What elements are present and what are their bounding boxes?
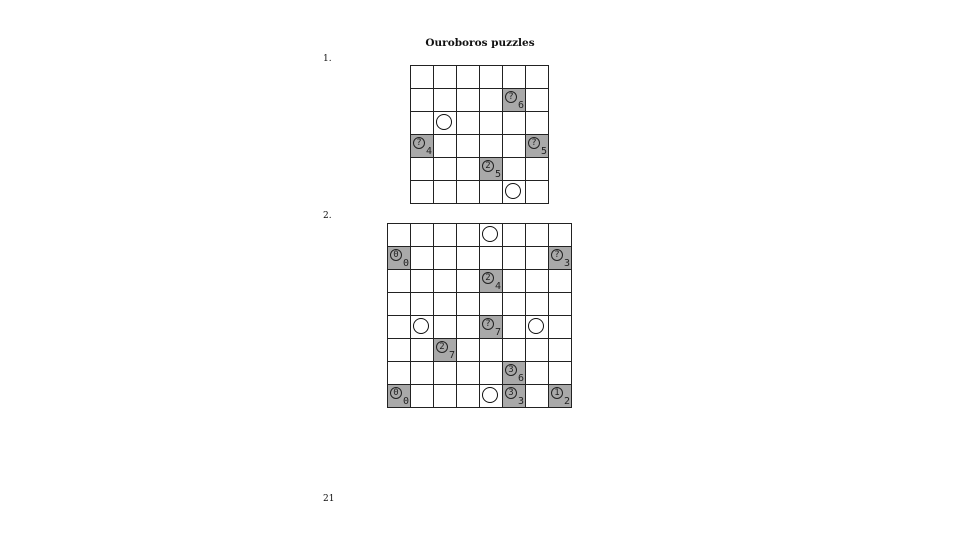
- clue-value: 4: [494, 281, 501, 292]
- clue-mark: ?: [528, 137, 540, 149]
- clue-value: 6: [517, 100, 524, 111]
- clue-mark: ?: [482, 318, 494, 330]
- clue-mark: 2: [482, 160, 494, 172]
- grid-cell[interactable]: [457, 224, 480, 247]
- grid-cell[interactable]: [457, 181, 480, 204]
- grid-cell[interactable]: [480, 339, 503, 362]
- grid-cell[interactable]: [411, 112, 434, 135]
- grid-row: [411, 66, 549, 89]
- grid-cell[interactable]: [526, 362, 549, 385]
- grid-cell[interactable]: [503, 112, 526, 135]
- grid-cell[interactable]: [457, 66, 480, 89]
- clue-value: 7: [448, 350, 455, 361]
- grid-row: [388, 385, 572, 408]
- grid-cell[interactable]: [411, 158, 434, 181]
- grid-cell[interactable]: [457, 270, 480, 293]
- grid-cell[interactable]: [411, 247, 434, 270]
- grid-cell[interactable]: [526, 339, 549, 362]
- grid-row: [388, 362, 572, 385]
- grid-cell[interactable]: [549, 270, 572, 293]
- clue-mark: 3: [505, 364, 517, 376]
- grid-row: [411, 181, 549, 204]
- clue-mark: 3: [505, 387, 517, 399]
- circle-marker: [528, 318, 544, 334]
- grid-cell[interactable]: [549, 224, 572, 247]
- clue-mark: 1: [551, 387, 563, 399]
- grid-cell[interactable]: [549, 339, 572, 362]
- grid-row: [388, 247, 572, 270]
- grid-cell[interactable]: [503, 224, 526, 247]
- clue-cell[interactable]: [503, 362, 526, 385]
- grid-cell[interactable]: [480, 135, 503, 158]
- grid-cell[interactable]: [480, 66, 503, 89]
- grid-row: [388, 316, 572, 339]
- grid-cell[interactable]: [411, 293, 434, 316]
- clue-value: 2: [563, 396, 570, 407]
- grid-cell[interactable]: [457, 135, 480, 158]
- grid-cell[interactable]: [434, 135, 457, 158]
- clue-cell[interactable]: [388, 247, 411, 270]
- clue-mark: 0: [390, 249, 402, 261]
- clue-mark: 2: [482, 272, 494, 284]
- grid-cell[interactable]: [388, 293, 411, 316]
- grid-cell[interactable]: [388, 316, 411, 339]
- clue-cell[interactable]: [388, 385, 411, 408]
- grid-cell[interactable]: [411, 339, 434, 362]
- grid-cell[interactable]: [480, 112, 503, 135]
- puzzle-2-grid: [387, 223, 572, 408]
- grid-cell[interactable]: [388, 339, 411, 362]
- grid-cell[interactable]: [503, 158, 526, 181]
- grid-cell[interactable]: [411, 270, 434, 293]
- grid-cell[interactable]: [457, 316, 480, 339]
- grid-cell[interactable]: [434, 293, 457, 316]
- circle-marker: [436, 114, 452, 130]
- grid-cell[interactable]: [526, 385, 549, 408]
- grid-cell[interactable]: [503, 135, 526, 158]
- grid-cell[interactable]: [411, 362, 434, 385]
- circle-marker: [505, 183, 521, 199]
- circle-marker: [482, 387, 498, 403]
- grid-cell[interactable]: [526, 316, 549, 339]
- grid-cell[interactable]: [480, 224, 503, 247]
- grid-cell[interactable]: [480, 247, 503, 270]
- grid-cell[interactable]: [457, 385, 480, 408]
- clue-value: 5: [494, 169, 501, 180]
- grid-cell[interactable]: [457, 293, 480, 316]
- clue-cell[interactable]: [480, 316, 503, 339]
- grid-cell[interactable]: [503, 270, 526, 293]
- clue-value: 3: [563, 258, 570, 269]
- grid-row: [388, 339, 572, 362]
- grid-cell[interactable]: [526, 158, 549, 181]
- clue-value: 3: [517, 396, 524, 407]
- grid-row: [411, 158, 549, 181]
- grid-cell[interactable]: [457, 158, 480, 181]
- clue-mark: 2: [436, 341, 448, 353]
- grid-cell[interactable]: [388, 362, 411, 385]
- clue-cell[interactable]: [549, 247, 572, 270]
- grid-cell[interactable]: [411, 224, 434, 247]
- clue-cell[interactable]: [503, 89, 526, 112]
- grid-cell[interactable]: [503, 66, 526, 89]
- puzzle-2-label: 2.: [323, 211, 332, 221]
- circle-marker: [482, 226, 498, 242]
- grid-cell[interactable]: [434, 181, 457, 204]
- grid-cell[interactable]: [526, 181, 549, 204]
- grid-cell[interactable]: [434, 270, 457, 293]
- grid-cell[interactable]: [526, 66, 549, 89]
- puzzle-1-label: 1.: [323, 54, 332, 64]
- page-title: Ouroboros puzzles: [425, 37, 535, 49]
- grid-row: [411, 135, 549, 158]
- clue-cell[interactable]: [503, 385, 526, 408]
- clue-mark: ?: [505, 91, 517, 103]
- puzzle-1-grid: [410, 65, 549, 204]
- grid-cell[interactable]: [434, 224, 457, 247]
- grid-cell[interactable]: [388, 270, 411, 293]
- grid-cell[interactable]: [480, 89, 503, 112]
- grid-cell[interactable]: [434, 66, 457, 89]
- clue-value: 5: [540, 146, 547, 157]
- grid-cell[interactable]: [434, 385, 457, 408]
- clue-cell[interactable]: [549, 385, 572, 408]
- grid-row: [411, 112, 549, 135]
- grid-cell[interactable]: [526, 247, 549, 270]
- clue-cell[interactable]: [480, 270, 503, 293]
- grid-cell[interactable]: [503, 181, 526, 204]
- clue-mark: ?: [551, 249, 563, 261]
- grid-row: [388, 270, 572, 293]
- grid-row: [388, 224, 572, 247]
- grid-cell[interactable]: [549, 362, 572, 385]
- clue-value: 0: [402, 396, 409, 407]
- clue-cell[interactable]: [411, 135, 434, 158]
- clue-mark: ?: [413, 137, 425, 149]
- circle-marker: [413, 318, 429, 334]
- grid-cell[interactable]: [411, 66, 434, 89]
- grid-cell[interactable]: [549, 293, 572, 316]
- clue-mark: 0: [390, 387, 402, 399]
- clue-cell[interactable]: [434, 339, 457, 362]
- clue-cell[interactable]: [480, 158, 503, 181]
- grid-cell[interactable]: [434, 247, 457, 270]
- grid-row: [411, 89, 549, 112]
- grid-cell[interactable]: [411, 89, 434, 112]
- clue-value: 7: [494, 327, 501, 338]
- grid-cell[interactable]: [411, 316, 434, 339]
- grid-cell[interactable]: [480, 181, 503, 204]
- grid-cell[interactable]: [503, 316, 526, 339]
- grid-cell[interactable]: [457, 339, 480, 362]
- grid-cell[interactable]: [503, 293, 526, 316]
- grid-cell[interactable]: [480, 385, 503, 408]
- grid-cell[interactable]: [457, 112, 480, 135]
- clue-value: 6: [517, 373, 524, 384]
- grid-cell[interactable]: [526, 270, 549, 293]
- grid-cell[interactable]: [388, 224, 411, 247]
- grid-cell[interactable]: [480, 293, 503, 316]
- clue-value: 0: [402, 258, 409, 269]
- grid-cell[interactable]: [526, 89, 549, 112]
- grid-cell[interactable]: [526, 112, 549, 135]
- grid-cell[interactable]: [480, 362, 503, 385]
- grid-cell[interactable]: [503, 247, 526, 270]
- grid-cell[interactable]: [434, 158, 457, 181]
- grid-row: [388, 293, 572, 316]
- grid-cell[interactable]: [549, 316, 572, 339]
- grid-cell[interactable]: [434, 362, 457, 385]
- grid-cell[interactable]: [434, 316, 457, 339]
- grid-cell[interactable]: [526, 293, 549, 316]
- grid-cell[interactable]: [457, 247, 480, 270]
- grid-cell[interactable]: [526, 224, 549, 247]
- grid-cell[interactable]: [411, 385, 434, 408]
- grid-cell[interactable]: [434, 112, 457, 135]
- page-number: 21: [323, 494, 335, 504]
- grid-cell[interactable]: [434, 89, 457, 112]
- grid-cell[interactable]: [457, 362, 480, 385]
- grid-cell[interactable]: [411, 181, 434, 204]
- grid-cell[interactable]: [457, 89, 480, 112]
- grid-cell[interactable]: [503, 339, 526, 362]
- clue-value: 4: [425, 146, 432, 157]
- clue-cell[interactable]: [526, 135, 549, 158]
